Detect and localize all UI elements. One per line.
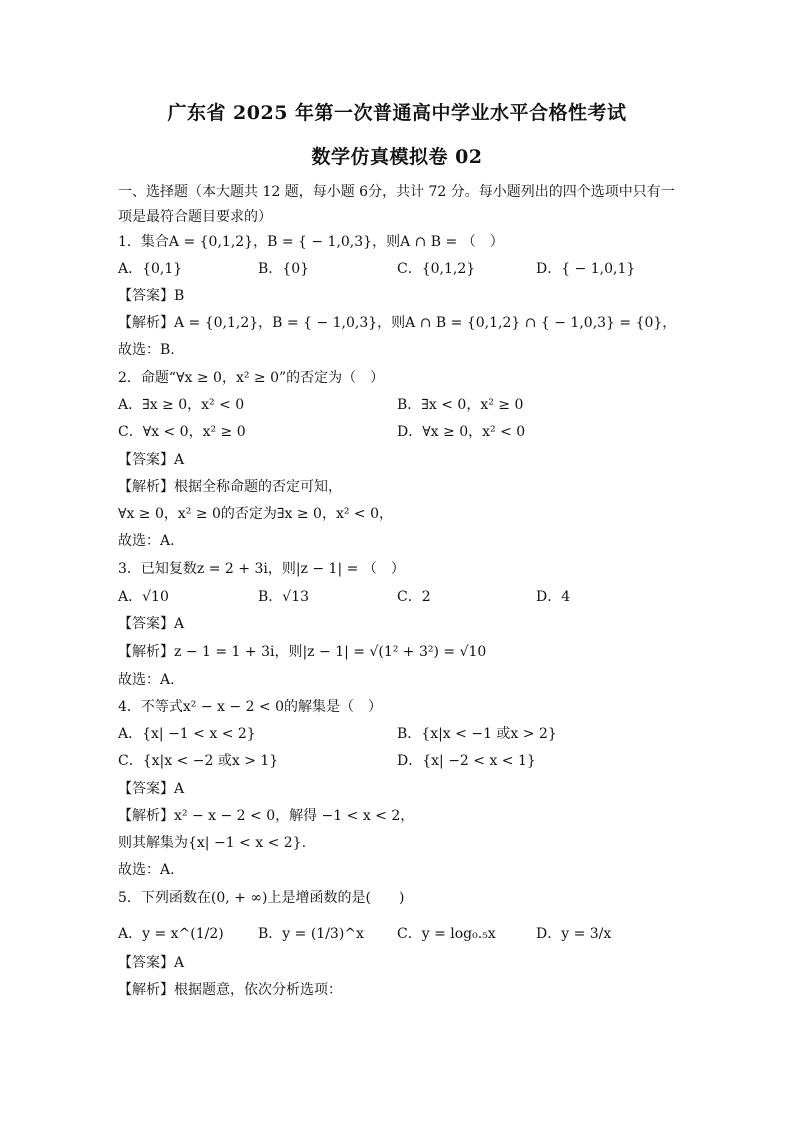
q5-answer: 【答案】A	[118, 955, 185, 971]
q1-option-c: C．{0,1,2}	[397, 261, 476, 277]
q3-analysis: 【解析】z − 1 = 1 + 3i，则|z − 1| = √(1² + 3²) = √10	[118, 644, 487, 660]
q5-analysis: 【解析】根据题意，依次分析选项：	[118, 982, 342, 998]
q1-option-b: B．{0}	[258, 261, 310, 277]
q4-option-a: A．{x| −1 < x < 2}	[118, 726, 256, 742]
q5-option-a: A．y = x^(1/2)	[118, 926, 224, 942]
q1-answer: 【答案】B	[118, 288, 185, 304]
q4-option-c: C．{x|x < −2 或x > 1}	[118, 753, 279, 769]
q4-analysis-line2: 则其解集为{x| −1 < x < 2}.	[118, 835, 307, 851]
q1-option-a: A．{0,1}	[118, 261, 183, 277]
doc-title: 广东省 2025 年第一次普通高中学业水平合格性考试	[167, 102, 627, 124]
q1-conclusion: 故选：B.	[118, 342, 175, 358]
q1-analysis: 【解析】A = {0,1,2}，B = { − 1,0,3}，则A ∩ B = {0,1,2} ∩ { − 1,0,3} = {0}，	[118, 315, 677, 331]
q3-option-d: D．4	[536, 589, 571, 605]
q3-conclusion: 故选：A.	[118, 672, 175, 688]
q1-option-d: D．{ − 1,0,1}	[536, 261, 636, 277]
q2-option-b: B．∃x < 0，x² ≥ 0	[397, 397, 524, 413]
q3-answer: 【答案】A	[118, 616, 185, 632]
q2-analysis-line2: ∀x ≥ 0，x² ≥ 0的否定为∃x ≥ 0，x² < 0，	[118, 506, 394, 522]
q4-stem: 4．不等式x² − x − 2 < 0的解集是（ ）	[118, 699, 383, 715]
doc-subtitle: 数学仿真模拟卷 02	[311, 146, 483, 168]
section-intro: 一、选择题（本大题共 12 题，每小题 6分，共计 72 分。每小题列出的四个选项中只有一项是最符合题目要求的）	[118, 184, 675, 225]
q2-option-c: C．∀x < 0，x² ≥ 0	[118, 424, 246, 440]
q4-conclusion: 故选：A.	[118, 862, 175, 878]
q5-stem: 5．下列函数在(0, + ∞)上是增函数的是( )	[118, 890, 405, 906]
q4-option-d: D．{x| −2 < x < 1}	[397, 753, 536, 769]
q4-answer: 【答案】A	[118, 781, 185, 797]
q2-analysis-line1: 【解析】根据全称命题的否定可知，	[118, 479, 342, 495]
q2-conclusion: 故选：A.	[118, 533, 175, 549]
q3-option-b: B．√13	[258, 589, 310, 605]
q2-option-d: D．∀x ≥ 0，x² < 0	[397, 424, 526, 440]
q2-answer: 【答案】A	[118, 452, 185, 468]
q5-option-d: D．y = 3/x	[536, 926, 612, 942]
q2-stem: 2．命题“∀x ≥ 0，x² ≥ 0”的否定为（ ）	[118, 370, 385, 386]
q2-option-a: A．∃x ≥ 0，x² < 0	[118, 397, 245, 413]
q3-stem: 3．已知复数z = 2 + 3i，则|z − 1| = （ ）	[118, 561, 405, 577]
q5-option-b: B．y = (1/3)^x	[258, 926, 364, 942]
q4-option-b: B．{x|x < −1 或x > 2}	[397, 726, 557, 742]
q5-option-c: C．y = log₀.₅x	[397, 926, 496, 942]
q3-option-a: A．√10	[118, 589, 169, 605]
q3-option-c: C．2	[397, 589, 431, 605]
q1-stem: 1．集合A = {0,1,2}，B = { − 1,0,3}，则A ∩ B = （ ）	[118, 234, 504, 250]
q4-analysis-line1: 【解析】x² − x − 2 < 0，解得 −1 < x < 2，	[118, 808, 415, 824]
